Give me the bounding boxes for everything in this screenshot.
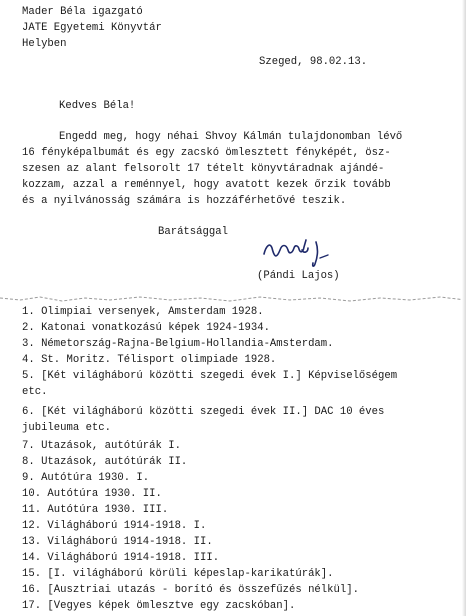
body-line-1: Engedd meg, hogy néhai Shvoy Kálmán tulajdonomban lévő (59, 131, 403, 143)
list-item: 11. Autótúra 1930. III. (22, 504, 169, 516)
page-edge-shadow (462, 0, 466, 616)
list-item: 8. Utazások, autótúrák II. (22, 456, 188, 468)
list-item: 10. Autótúra 1930. II. (22, 488, 162, 500)
torn-edge (0, 292, 466, 306)
address-line-3: Helyben (22, 38, 67, 50)
list-item: 9. Autótúra 1930. I. (22, 472, 150, 484)
address-line-1: Mader Béla igazgató (22, 6, 143, 18)
body-line-2: 16 fényképalbumát és egy zacskó ömlesztett fényképét, ösz- (22, 147, 391, 159)
list-item-continuation: jubileuma etc. (22, 422, 112, 434)
list-item: 3. Németország-Rajna-Belgium-Hollandia-Amsterdam. (22, 338, 334, 350)
handwritten-signature (258, 236, 330, 270)
signer-name: (Pándi Lajos) (257, 270, 340, 282)
list-item: 14. Világháború 1914-1918. III. (22, 552, 220, 564)
greeting: Kedves Béla! (59, 100, 136, 112)
list-item: 1. Olimpiai versenyek, Amsterdam 1928. (22, 306, 264, 318)
list-item: 12. Világháború 1914-1918. I. (22, 520, 207, 532)
body-line-3: szesen az alant felsorolt 17 tételt könyvtáradnak ajándé- (22, 163, 385, 175)
place-date: Szeged, 98.02.13. (259, 56, 368, 68)
list-item: 7. Utazások, autótúrák I. (22, 440, 181, 452)
body-line-5: és a nyilvánosság számára is hozzáférhetővé teszik. (22, 195, 347, 207)
list-item: 17. [Vegyes képek ömlesztve egy zacskóban]. (22, 600, 296, 612)
list-item: 2. Katonai vonatkozású képek 1924-1934. (22, 322, 270, 334)
list-item: 6. [Két világháború közötti szegedi évek II.] DAC 10 éves (22, 406, 385, 418)
list-item: 4. St. Moritz. Télisport olimpiade 1928. (22, 354, 277, 366)
list-item: 5. [Két világháború közötti szegedi évek I.] Képviselőségem (22, 370, 398, 382)
address-line-2: JATE Egyetemi Könyvtár (22, 22, 162, 34)
body-line-4: kozzam, azzal a reménnyel, hogy avatott kezek őrzik tovább (22, 179, 391, 191)
list-item: 13. Világháború 1914-1918. II. (22, 536, 213, 548)
list-item-continuation: etc. (22, 386, 48, 398)
list-item: 16. [Ausztriai utazás - borító és összefűzés nélkül]. (22, 584, 359, 596)
closing: Barátsággal (158, 226, 228, 238)
list-item: 15. [I. világháború körüli képeslap-karikatúrák]. (22, 568, 334, 580)
